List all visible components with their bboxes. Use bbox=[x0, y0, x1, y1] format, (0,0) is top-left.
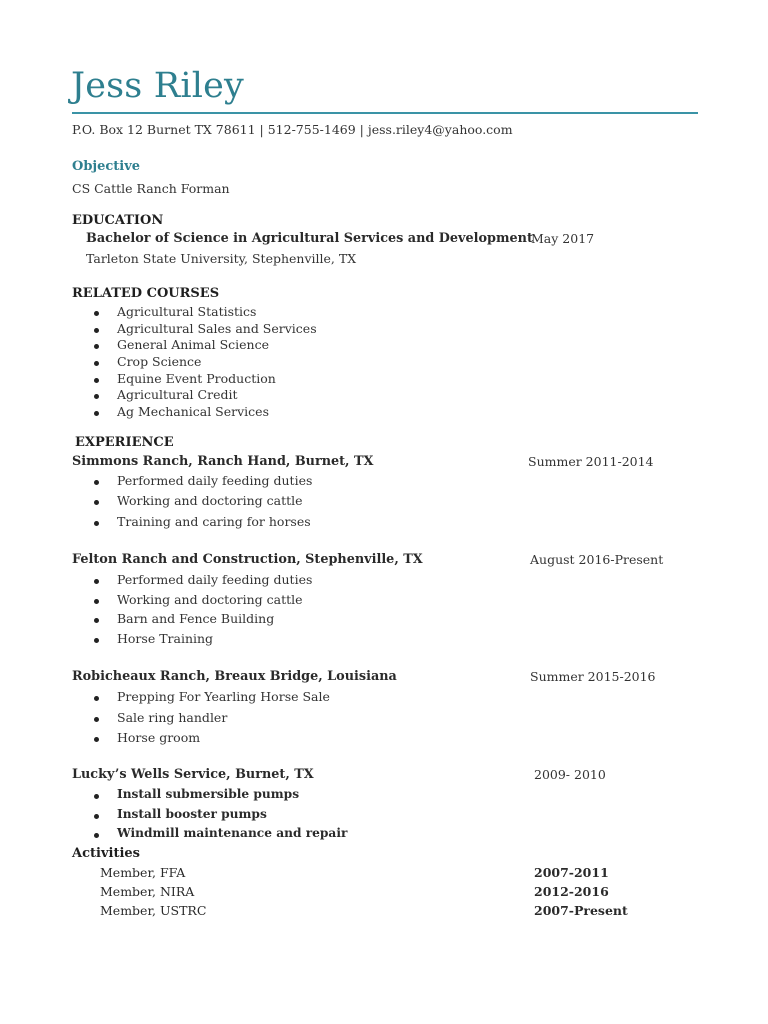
course-item: Agricultural Statistics bbox=[117, 304, 257, 319]
bullet-icon bbox=[94, 638, 99, 643]
objective-text: CS Cattle Ranch Forman bbox=[72, 181, 230, 196]
education-degree: Bachelor of Science in Agricultural Services and Development bbox=[86, 231, 533, 246]
activities-heading: Activities bbox=[72, 846, 140, 861]
bullet-icon bbox=[94, 361, 99, 366]
bullet-icon bbox=[94, 579, 99, 584]
job-duty: Horse Training bbox=[117, 631, 214, 646]
job-duty: Performed daily feeding duties bbox=[117, 572, 313, 587]
job-duty: Performed daily feeding duties bbox=[117, 473, 313, 488]
bullet-icon bbox=[94, 717, 99, 722]
bullet-icon bbox=[94, 521, 99, 526]
job-date: August 2016-Present bbox=[530, 552, 664, 567]
education-date: May 2017 bbox=[531, 231, 595, 246]
activity-date: 2007-Present bbox=[534, 903, 628, 918]
bullet-icon bbox=[94, 378, 99, 383]
job-duty: Horse groom bbox=[117, 730, 201, 745]
job-duty: Barn and Fence Building bbox=[117, 611, 275, 626]
bullet-icon bbox=[94, 311, 99, 316]
bullet-icon bbox=[94, 737, 99, 742]
activity-date: 2012-2016 bbox=[534, 884, 609, 899]
course-item: Equine Event Production bbox=[117, 371, 276, 386]
job-duty: Working and doctoring cattle bbox=[117, 493, 303, 508]
bullet-icon bbox=[94, 618, 99, 623]
job-duty: Working and doctoring cattle bbox=[117, 592, 303, 607]
bullet-icon bbox=[94, 833, 99, 838]
job-duty: Install submersible pumps bbox=[117, 787, 300, 801]
job-title: Robicheaux Ranch, Breaux Bridge, Louisiana bbox=[72, 669, 397, 684]
job-title: Felton Ranch and Construction, Stephenville, TX bbox=[72, 552, 423, 567]
activity-name: Member, NIRA bbox=[100, 884, 195, 899]
bullet-icon bbox=[94, 599, 99, 604]
bullet-icon bbox=[94, 814, 99, 819]
bullet-icon bbox=[94, 344, 99, 349]
resume-name: Jess Riley bbox=[71, 66, 245, 106]
course-item: Agricultural Sales and Services bbox=[117, 321, 317, 336]
activity-name: Member, USTRC bbox=[100, 903, 207, 918]
bullet-icon bbox=[94, 328, 99, 333]
header-divider bbox=[72, 112, 698, 114]
course-item: Crop Science bbox=[117, 354, 202, 369]
experience-heading: EXPERIENCE bbox=[75, 435, 174, 450]
job-duty: Sale ring handler bbox=[117, 710, 228, 725]
job-duty: Install booster pumps bbox=[117, 807, 267, 821]
course-item: Agricultural Credit bbox=[117, 387, 238, 402]
job-date: Summer 2011-2014 bbox=[528, 454, 654, 469]
course-item: General Animal Science bbox=[117, 337, 269, 352]
education-school: Tarleton State University, Stephenville, TX bbox=[86, 251, 357, 266]
course-item: Ag Mechanical Services bbox=[117, 404, 269, 419]
job-duty: Windmill maintenance and repair bbox=[117, 826, 348, 840]
bullet-icon bbox=[94, 394, 99, 399]
activity-name: Member, FFA bbox=[100, 865, 186, 880]
job-date: Summer 2015-2016 bbox=[530, 669, 656, 684]
job-duty: Prepping For Yearling Horse Sale bbox=[117, 689, 330, 704]
job-title: Simmons Ranch, Ranch Hand, Burnet, TX bbox=[72, 454, 374, 469]
bullet-icon bbox=[94, 480, 99, 485]
job-title: Lucky’s Wells Service, Burnet, TX bbox=[72, 767, 314, 782]
education-heading: EDUCATION bbox=[72, 213, 164, 228]
courses-heading: RELATED COURSES bbox=[72, 286, 220, 301]
job-duty: Training and caring for horses bbox=[117, 514, 311, 529]
job-date: 2009- 2010 bbox=[534, 767, 606, 782]
bullet-icon bbox=[94, 500, 99, 505]
bullet-icon bbox=[94, 696, 99, 701]
contact-line: P.O. Box 12 Burnet TX 78611 | 512-755-1469 | jess.riley4@yahoo.com bbox=[72, 122, 513, 137]
objective-heading: Objective bbox=[72, 159, 141, 174]
bullet-icon bbox=[94, 794, 99, 799]
bullet-icon bbox=[94, 411, 99, 416]
activity-date: 2007-2011 bbox=[534, 865, 609, 880]
